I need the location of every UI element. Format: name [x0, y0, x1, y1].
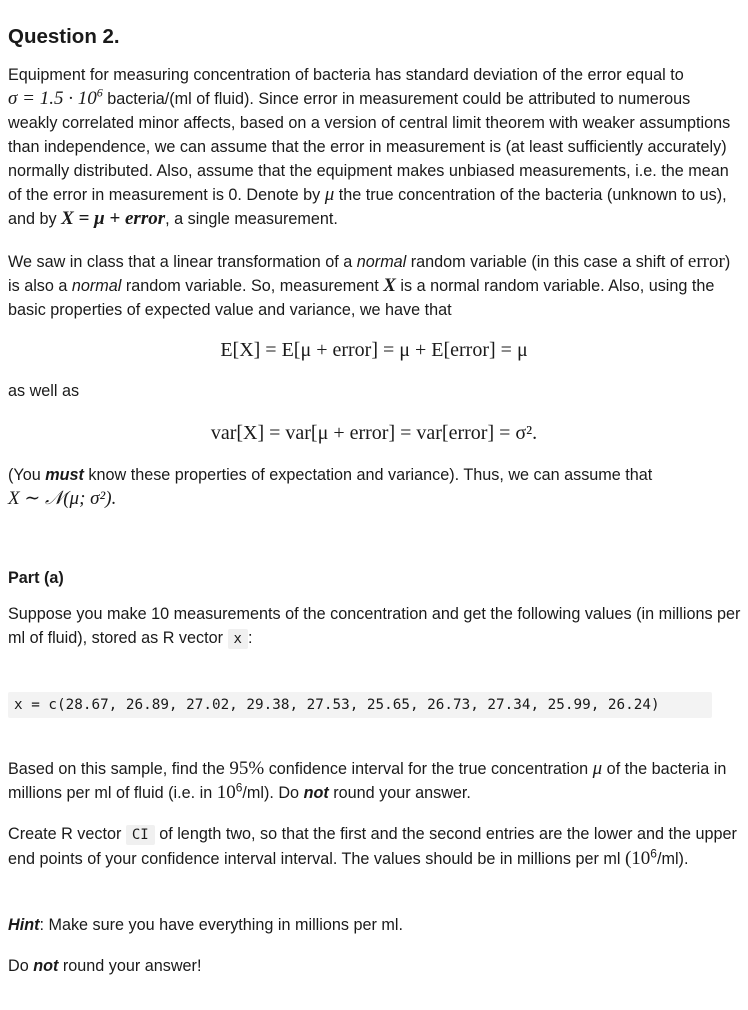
cq-text-3: of the bacteria in millions per ml of fluid (i.e. in: [8, 760, 727, 802]
final-instruction: [8, 954, 742, 978]
lt-text-2: random variable (in this case a shift of: [406, 253, 688, 271]
cq-ten: 10: [216, 782, 236, 803]
expectation-equation: E[X] = E[μ + error] = μ + E[error] = μ: [220, 339, 528, 361]
cq-text-5: round your answer.: [328, 784, 471, 802]
create-ci-instruction: [8, 822, 742, 871]
lt-text-4: random variable. So, measurement: [121, 277, 384, 295]
confidence-question: [8, 757, 742, 805]
distribution-paragraph: [8, 463, 742, 511]
intro-text-1: Equipment for measuring concentration of bacteria has standard deviation of the error equal to: [8, 66, 684, 84]
hint-line: [8, 913, 742, 937]
hint-text: : Make sure you have everything in millions per ml.: [39, 916, 403, 934]
linear-transform-paragraph: [8, 250, 742, 322]
part-a-intro-text: Suppose you make 10 measurements of the concentration and get the following values (in millions per ml of fluid), stored as R vector: [8, 605, 741, 647]
part-a-title: Part (a): [8, 569, 64, 587]
error-word: error: [687, 251, 725, 272]
sigma-value: σ = 1.5 · 10: [8, 88, 97, 109]
cq-mu: μ: [592, 758, 603, 779]
sigma-exponent: 6: [96, 85, 103, 100]
sigma-equation: [8, 85, 103, 109]
lt-text-3: ) is also a: [8, 253, 731, 295]
final-text-2: round your answer!: [58, 957, 202, 975]
ci-exponent: 6: [650, 846, 657, 861]
mu-symbol: μ: [324, 184, 335, 205]
must-emphasis: must: [45, 466, 84, 484]
cq-text-1: Based on this sample, find the: [8, 760, 230, 778]
intro-text-3: the true concentration of the bacteria (unknown to us), and by: [8, 186, 727, 228]
normal-distribution-notation: X ∼ 𝒩(μ; σ²).: [8, 488, 117, 509]
hint-label: Hint: [8, 916, 40, 934]
ci-units-open: (10: [624, 848, 651, 869]
cq-text-4: /ml). Do: [242, 784, 304, 802]
ci-text-3: /ml).: [656, 850, 689, 868]
lt-text-1: We saw in class that a linear transformation of a: [8, 253, 357, 271]
final-text-1: Do: [8, 957, 34, 975]
ci-text-2: of length two, so that the first and the second entries are the lower and the upper end points of your confidence interval interval. The values should be in millions per ml: [8, 825, 737, 868]
x-symbol: X: [383, 275, 396, 296]
normal-italic-1: normal: [356, 253, 407, 271]
part-a-intro-colon: :: [247, 629, 253, 647]
as-well-as-text: as well as: [8, 382, 80, 400]
cq-exponent: 6: [235, 780, 243, 795]
r-vector-x: x: [228, 629, 248, 649]
intro-text-4: , a single measurement.: [165, 210, 338, 228]
lt-text-5: is a normal random variable. Also, using the basic properties of expected value and variance, we have that: [8, 277, 715, 319]
x-definition: X = μ + error: [61, 208, 166, 229]
intro-text-2: bacteria/(ml of fluid). Since error in measurement could be attributed to numerous weakly correlated minor affects, based on a version of central limit theorem with weaker assumptions than independence, we can assume that the error in measurement is (at least sufficiently accurately) normally distributed. Also, assume that the equipment makes unbiased measurements, i.e. the mean of the error in measurement is 0. Denote by: [8, 90, 731, 204]
final-not-emphasis: not: [33, 957, 59, 975]
confidence-percent: 95%: [229, 758, 265, 779]
question-title: Question 2.: [8, 25, 120, 48]
normal-italic-2: normal: [71, 277, 122, 295]
r-code-block: x = c(28.67, 26.89, 27.02, 29.38, 27.53, 25.65, 26.73, 27.34, 25.99, 26.24): [8, 692, 712, 718]
dist-text-2: know these properties of expectation and variance). Thus, we can assume that: [83, 466, 653, 484]
variance-equation: var[X] = var[μ + error] = var[error] = σ².: [210, 422, 538, 444]
dist-text-1: (You: [8, 466, 46, 484]
part-a-intro: [8, 602, 742, 651]
r-vector-ci: CI: [126, 825, 155, 845]
intro-paragraph: [8, 63, 742, 231]
cq-not-emphasis: not: [303, 784, 329, 802]
ci-text-1: Create R vector: [8, 825, 126, 843]
cq-text-2: confidence interval for the true concentration: [264, 760, 593, 778]
